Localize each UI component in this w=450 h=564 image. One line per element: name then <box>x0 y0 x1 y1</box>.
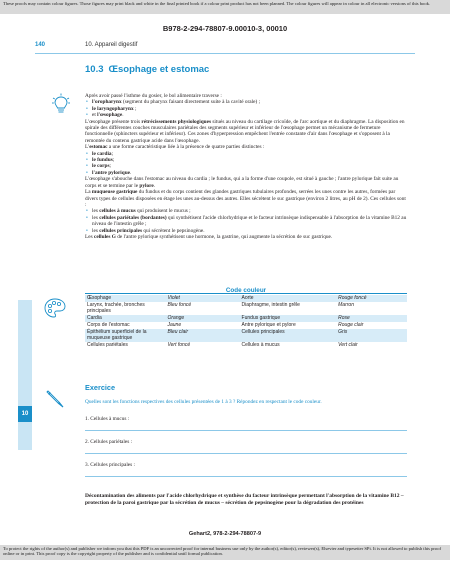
paragraph: L'estomac a une forme caractéristique liée à la présence de quatre parties distinctes : <box>85 144 265 151</box>
body-text <box>85 93 407 240</box>
color-cell: Gris <box>336 329 407 342</box>
list-item: • le laryngopharynx ; <box>85 106 407 112</box>
section-title <box>85 64 209 75</box>
color-cell: Bleu clair <box>166 329 240 342</box>
structure-cell: Aorte <box>240 295 337 302</box>
color-code-rule <box>85 293 407 294</box>
proof-notice-bottom: To protect the rights of the author(s) and publisher we inform you that this PDF is an uncorrected proof for internal business use only by the author(s), editor(s), reviewer(s), Elsevier and typesetter SPi. It is not allowed to publish this proof online or in print. This proof copy is the copyright property of the publisher and is confidential until formal publication. <box>0 545 450 560</box>
pencil-icon <box>44 388 66 415</box>
exercise-heading: Exercice <box>85 383 116 392</box>
exercise-instruction: Quelles sont les fonctions respectives des cellules présentées de 1 à 3 ? Répondez en respectant le code couleur. <box>85 399 322 405</box>
isbn-top: B978-2-294-78807-9.00010-3, 00010 <box>162 24 288 33</box>
section-name: Œsophage et estomac <box>108 64 210 75</box>
structure-cell: Cellules à mucus <box>240 342 337 349</box>
list-item: • l'antre pylorique. <box>85 170 407 176</box>
color-cell: Bleu foncé <box>166 302 240 315</box>
question-2: 2. Cellules pariétales : <box>85 439 133 445</box>
section-number: 10.3 <box>85 64 104 75</box>
list-item: • l'oropharynx (segment du pharynx faisant directement suite à la cavité orale) ; <box>85 99 407 105</box>
color-cell: Violet <box>166 295 240 302</box>
lightbulb-icon <box>52 93 70 120</box>
chapter-title: 10. Appareil digestif <box>85 42 138 48</box>
answer-summary: Décontamination des aliments par l'acide chlorhydrique et synthèse du facteur intrinsèque permettant l'absorption de la vitamine B12 – protection de la paroi gastrique par la sécrétion de mucus – sécrétion de pepsinogène pour la dégradation des protéines <box>85 493 404 506</box>
answer-line[interactable] <box>85 476 407 477</box>
color-cell: Vert foncé <box>166 342 240 349</box>
chapter-tab: 10 <box>18 406 32 422</box>
paragraph: Les cellules G de l'antre pylorique synthétisent une hormone, la gastrine, qui augmente la sécrétion de suc gastrique. <box>85 233 333 240</box>
palette-icon <box>44 298 66 323</box>
list-item: • le corps; <box>85 163 407 169</box>
paragraph: L'œsophage s'abouche dans l'estomac au niveau du cardia ; le fundus, qui a la forme d'une coupole, est situé à gauche ; l'antre pylorique fait suite au corps et se termine par le pylore. <box>85 176 399 189</box>
color-code-table <box>85 295 407 349</box>
structure-cell: Larynx, trachée, bronches principales <box>85 302 166 315</box>
list-item: • le fundus; <box>85 157 407 163</box>
pharynx-list <box>85 99 407 118</box>
color-cell: Orange <box>166 315 240 322</box>
page-number: 140 <box>35 42 46 48</box>
table-row <box>85 329 407 342</box>
structure-cell: Fundus gastrique <box>240 315 337 322</box>
structure-cell: Œsophage <box>85 295 166 302</box>
page-header <box>35 42 415 51</box>
color-cell: Rouge clair <box>336 322 407 329</box>
color-cell: Vert clair <box>336 342 407 349</box>
isbn-bottom: Gehart2, 978-2-294-78807-9 <box>188 531 262 537</box>
list-item: • et l'œsophage. <box>85 112 407 118</box>
stomach-parts-list <box>85 151 407 177</box>
question-1: 1. Cellules à mucus : <box>85 416 130 422</box>
proof-notice-top: These proofs may contain colour figures. Those figures may print black and white in the final printed book if a colour print product has not been planned. The colour figures will appear in colour in all electronic versions of this book. <box>0 0 450 14</box>
question-3: 3. Cellules principales : <box>85 462 136 468</box>
list-item: • les cellules principales qui sécrètent le pepsinogène. <box>85 228 407 234</box>
structure-cell: Corps de l'estomac <box>85 322 166 329</box>
color-cell: Rose <box>336 315 407 322</box>
color-cell: Rouge foncé <box>336 295 407 302</box>
list-item: • les cellules à mucus qui produisent le mucus ; <box>85 208 407 214</box>
answer-line[interactable] <box>85 453 407 454</box>
table-row <box>85 302 407 315</box>
header-rule <box>35 53 415 54</box>
list-item: • les cellules pariétales (bordantes) qui synthétisent l'acide chlorhydrique et le facteur intrinsèque indispensable à l'absorption de la vitamine B12 au niveau de l'intestin grêle ; <box>85 215 407 228</box>
structure-cell: Cardia <box>85 315 166 322</box>
paragraph: Après avoir passé l'isthme du gosier, le bol alimentaire traverse : <box>85 93 222 99</box>
cells-list <box>85 208 407 234</box>
color-cell: Jaune <box>166 322 240 329</box>
structure-cell: Antre pylorique et pylore <box>240 322 337 329</box>
chapter-sidebar <box>18 300 32 450</box>
answer-line[interactable] <box>85 430 407 431</box>
table-row <box>85 342 407 349</box>
structure-cell: Cellules principales <box>240 329 337 342</box>
color-code-title: Code couleur <box>225 287 267 294</box>
structure-cell: Cellules pariétales <box>85 342 166 349</box>
paragraph: La muqueuse gastrique du fundus et du corps contient des glandes gastriques tubulaires profondes, serrées les unes contre les autres, formées par divers types de cellules disposées en étage les unes au-dessus des autres. Elles sécrètent le suc gastrique (environ 2 litres, au pH de 2). Ces cellules sont : <box>85 189 406 208</box>
structure-cell: Diaphragme, intestin grêle <box>240 302 337 315</box>
structure-cell: Épithélium superficiel de la muqueuse gastrique <box>85 329 166 342</box>
color-cell: Marron <box>336 302 407 315</box>
list-item: • le cardia; <box>85 151 407 157</box>
paragraph: L'œsophage présente trois rétrécissements physiologiques situés au niveau du cartilage cricoïde, de l'arc aortique et du diaphragme. La disposition en spirale des différentes couches musculaires pariétales des segments supérieur et inférieur de l'œsophage permet un mécanisme de fermeture fonctionnelle (sphincters supérieur et inférieur). Ces zones d'hyperpression empêchent l'entrée constante d'air dans l'œsophage et s'opposent à la remontée du contenu gastrique acide dans l'œsophage. <box>85 118 405 144</box>
